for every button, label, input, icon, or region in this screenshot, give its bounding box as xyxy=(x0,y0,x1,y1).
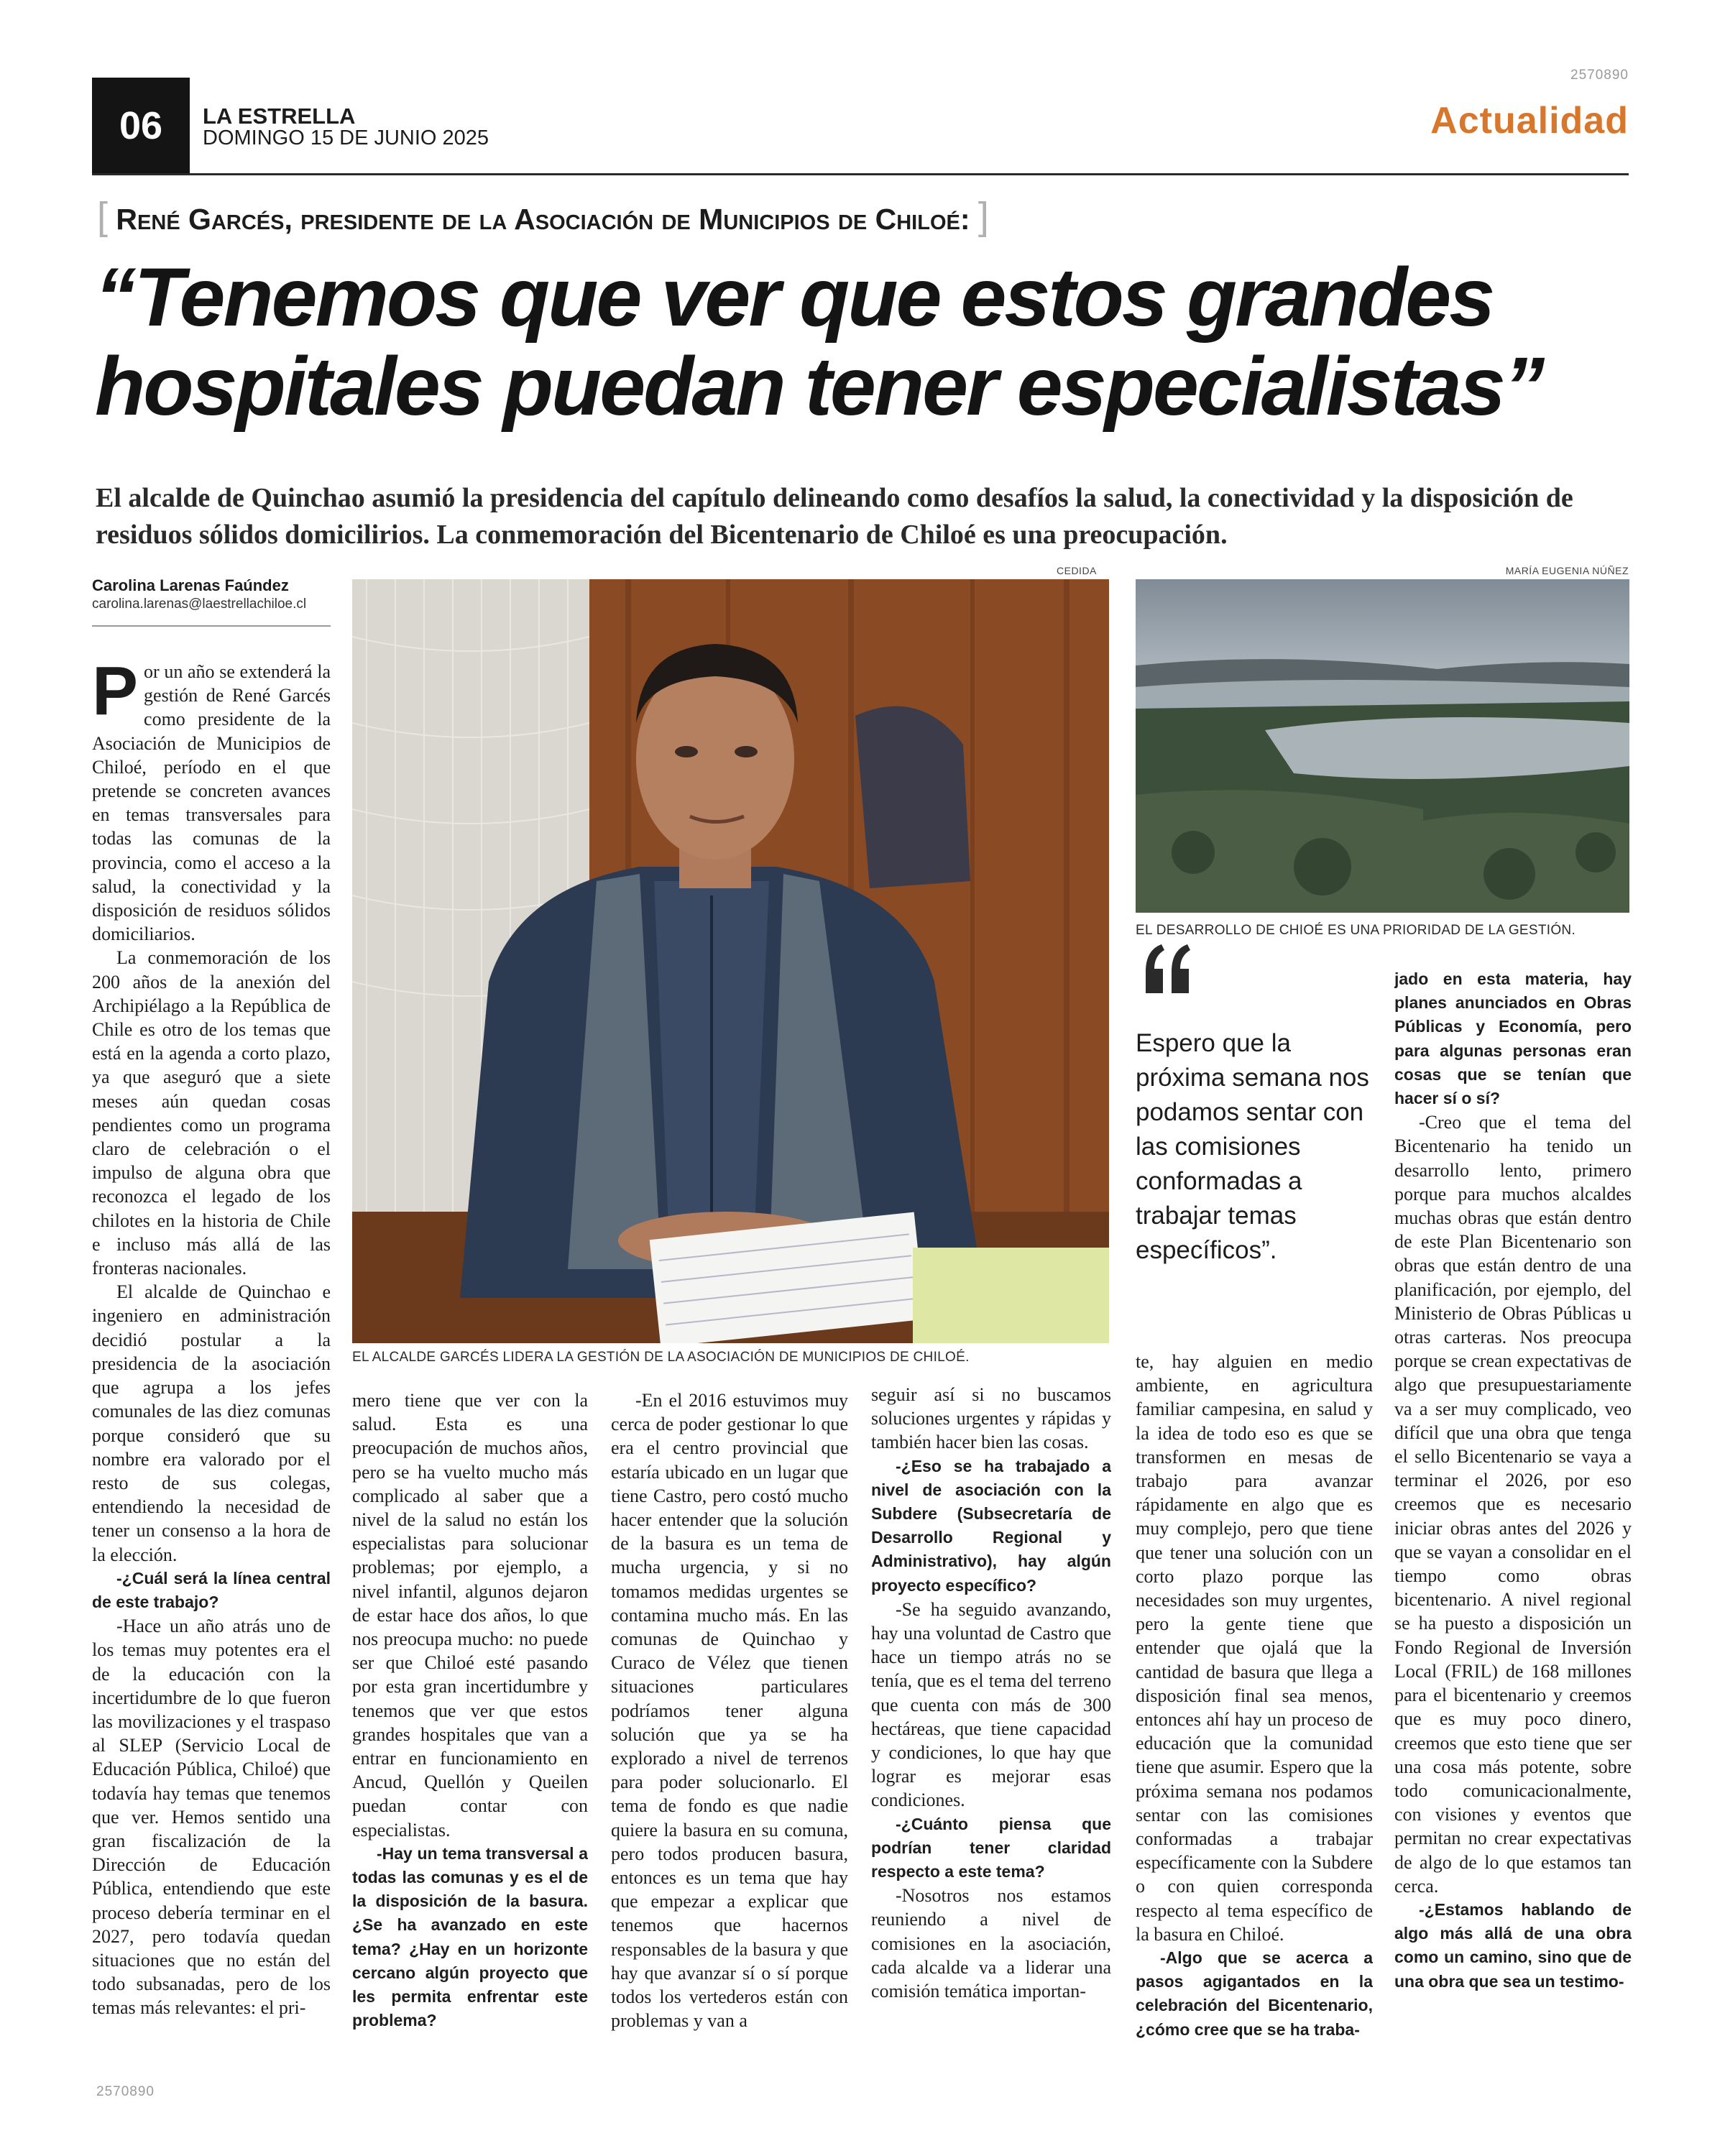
body-column-5 xyxy=(1136,1350,1373,2119)
interview-question: -Hay un tema transversal a todas las comunas y es el de la disposición de la basura. ¿Se ha avanzado en este tema? ¿Hay en un horizonte cercano algún proyecto que les permita enfrentar este problema? xyxy=(352,1843,588,2030)
interview-question: -¿Cuánto piensa que podrían tener claridad respecto a este tema? xyxy=(871,1814,1111,1881)
kicker-text: René Garcés, presidente de la Asociación de Municipios de Chiloé: xyxy=(116,203,970,236)
body-column-2 xyxy=(352,1388,588,2119)
interview-question: jado en esta materia, hay planes anunciados en Obras Públicas y Economía, pero para algunas personas eran cosas que se tenían que hacer sí o sí? xyxy=(1394,969,1632,1108)
paragraph: -Se ha seguido avanzando, hay una voluntad de Castro que hace un tiempo atrás no se tenía, que es el tema del terreno que cuenta con más de 300 hectáreas, que tiene capacidad y condiciones, lo que hay que lograr es mejorar esas condiciones. xyxy=(871,1598,1111,1811)
header-rule xyxy=(92,173,1629,175)
newspaper-name: LA ESTRELLA xyxy=(203,103,356,129)
paragraph: -Hace un año atrás uno de los temas muy potentes era el de la educación con la incertidumbre de lo que fueron las movilizaciones y el traspaso al SLEP (Servicio Local de Educación Pública, Chiloé) que todavía hay temas que tenemos que ver. Hemos sentido una gran fiscalización de la Dirección de Educación Pública, entendiendo que este proceso debería terminar en el 2027, pero todavía quedan situaciones que no están del todo subsanadas, pero de los temas más relevantes: el pri- xyxy=(92,1616,331,2019)
quote-mark-icon xyxy=(1141,943,1193,995)
paragraph: -En el 2016 estuvimos muy cerca de poder gestionar lo que era el centro provincial que estaría ubicado en un lugar que tiene Castro, pero costó mucho hacer entender que la solución de la basura es un tema de mucha urgencia, y si no tomamos medidas urgentes se contamina mucho más. En las comunas de Quinchao y Curaco de Vélez que tienen situaciones particulares podríamos tener alguna solución que ya se ha explorado a nivel de terrenos para poder solucionarlo. El tema de fondo es que nadie quiere la basura en su comuna, pero todos producen basura, entonces es un tema que hay que empezar a explicar que tenemos que hacernos responsables de la basura y que hay que avanzar sí o sí porque todos los vertederos están con problemas y van a xyxy=(611,1390,848,2032)
kicker xyxy=(97,194,1635,239)
main-photo-caption: EL ALCALDE GARCÉS LIDERA LA GESTIÓN DE LA ASOCIACIÓN DE MUNICIPIOS DE CHILOÉ. xyxy=(352,1350,970,1365)
pull-quote: Espero que la próxima semana nos podamos sentar con las comisiones conformadas a trabajar temas específicos”. xyxy=(1136,1029,1369,1264)
drop-cap: P xyxy=(92,660,139,729)
main-photo-credit: CEDIDA xyxy=(1057,565,1097,576)
byline-rule xyxy=(92,625,331,627)
section-name: Actualidad xyxy=(1430,100,1629,142)
body-column-4 xyxy=(871,1383,1111,2119)
body-column-6 xyxy=(1394,967,1632,2119)
interview-question: -¿Eso se ha trabajado a nivel de asociación con la Subdere (Subsecretaría de Desarrollo Regional y Administrativo), hay algún proyecto específico? xyxy=(871,1456,1111,1595)
paragraph: seguir así si no buscamos soluciones urgentes y rápidas y también hacer bien las cosas. xyxy=(871,1384,1111,1453)
side-photo-credit: MARÍA EUGENIA NÚÑEZ xyxy=(1505,565,1629,576)
side-photo xyxy=(1136,579,1629,913)
interview-question: -¿Estamos hablando de algo más allá de una obra como un camino, sino que de una obra que sea un testimo- xyxy=(1394,1899,1632,1991)
body-column-3 xyxy=(611,1388,848,2119)
paragraph: -Creo que el tema del Bicentenario ha tenido un desarrollo lento, primero porque para muchos alcaldes muchas obras que están dentro de este Plan Bicentenario son obras que están dentro de una planificación, por ejemplo, del Ministerio de Obras Públicas u otras carteras. Nos preocupa porque se crean expectativas de algo que presupuestariamente va a ser muy complicado, veo difícil que una obra que tenga el sello Bicentenario se vaya a terminar el 2026, por eso creemos que es necesario iniciar obras antes del 2026 y que se vayan a consolidar en el tiempo como obras bicentenario. A nivel regional se ha puesto a disposición un Fondo Regional de Inversión Local (FRIL) de 168 millones para el bicentenario y creemos que es muy poco dinero, creemos que esto tiene que ser una cosa más potente, sobre todo comunicacionalmente, con visiones y eventos que permitan no crear expectativas de algo de lo que estamos tan cerca. xyxy=(1394,1112,1632,1897)
paragraph: te, hay alguien en medio ambiente, en agricultura familiar campesina, en salud y la idea de todo eso es que se transformen en mesas de trabajo para avanzar rápidamente en algo que es muy complejo, pero que tiene que tener una solución con un corto plazo porque las necesidades son muy urgentes, pero la gente tiene que entender que ojalá que la cantidad de basura que llega a disposición final sea menos, entonces ahí hay un proceso de educación que la comunidad tiene que asumir. Espero que la próxima semana nos podamos sentar con las comisiones conformadas a trabajar específicamente con la Subdere o con quien corresponda respecto al tema específico de la basura en Chiloé. xyxy=(1136,1351,1373,1945)
paragraph xyxy=(92,660,331,946)
paragraph: La conmemoración de los 200 años de la anexión del Archipiélago a la República de Chile es otro de los temas que está en la agenda a corto plazo, ya que aseguró que a siete meses aún quedan cosas pendientes como un programa claro de celebración o el impulso de alguna obra que reconozca el legado de los chilotes en la historia de Chile e incluso más allá de las fronteras nacionales. xyxy=(92,947,331,1279)
headline: “Tenemos que ver que estos grandes hospitales puedan tener especialistas” xyxy=(95,252,1543,433)
author-name: Carolina Larenas Faúndez xyxy=(92,576,289,594)
kicker-bracket-close: ] xyxy=(978,195,989,238)
interview-question: -¿Cuál será la línea central de este trabajo? xyxy=(92,1568,331,1611)
paragraph: mero tiene que ver con la salud. Esta es una preocupación de muchos años, pero se ha vuelto mucho más complicado al saber que a nivel de la salud no están los especialistas para solucionar problemas; por ejemplo, a nivel infantil, algunos dejaron de estar hace dos años, lo que nos preocupa mucho: no puede ser que Chiloé esté pasando por esta gran incertidumbre y tenemos que ver que estos grandes hospitales que van a entrar en funcionamiento en Ancud, Quellón y Queilen puedan contar con especialistas. xyxy=(352,1390,588,1841)
page-number: 06 xyxy=(92,78,190,174)
author-email: carolina.larenas@laestrellachiloe.cl xyxy=(92,596,307,612)
paragraph-text: or un año se extenderá la gestión de René Garcés como presidente de la Asociación de Municipios de Chiloé, período en el que pretende se concreten avances en temas transversales para todas las comunas de la provincia, como el acceso a la salud, la conectividad y la disposición de residuos sólidos domiciliarios. xyxy=(92,661,331,945)
body-column-1 xyxy=(92,660,331,2119)
portrait-illustration xyxy=(352,579,1109,1343)
publication-date: DOMINGO 15 DE JUNIO 2025 xyxy=(203,126,489,149)
side-photo-caption: EL DESARROLLO DE CHIOÉ ES UNA PRIORIDAD DE LA GESTIÓN. xyxy=(1136,923,1576,938)
kicker-bracket-open: [ xyxy=(97,195,109,238)
paragraph: -Nosotros nos estamos reuniendo a nivel de comisiones en la asociación, cada alcalde va a liderar una comisión temática importan- xyxy=(871,1885,1111,2002)
main-photo xyxy=(352,579,1109,1343)
lede: El alcalde de Quinchao asumió la presidencia del capítulo delineando como desafíos la salud, la conectividad y la disposición de residuos sólidos domicilirios. La conmemoración del Bicentenario de Chiloé es una preocupación. xyxy=(96,483,1573,550)
paragraph: El alcalde de Quinchao e ingeniero en administración decidió postular a la presidencia de la asociación que agrupa a los jefes comunales de las diez comunas porque consideró que su nombre era valorado por el resto de sus colegas, entendiendo la necesidad de tener un consenso a la hora de la elección. xyxy=(92,1281,331,1565)
aerial-landscape-illustration xyxy=(1136,579,1629,913)
document-id-top: 2570890 xyxy=(1570,68,1629,83)
document-id-bottom: 2570890 xyxy=(96,2084,155,2099)
interview-question: -Algo que se acerca a pasos agigantados en la celebración del Bicentenario, ¿cómo cree que se ha traba- xyxy=(1136,1948,1373,2039)
